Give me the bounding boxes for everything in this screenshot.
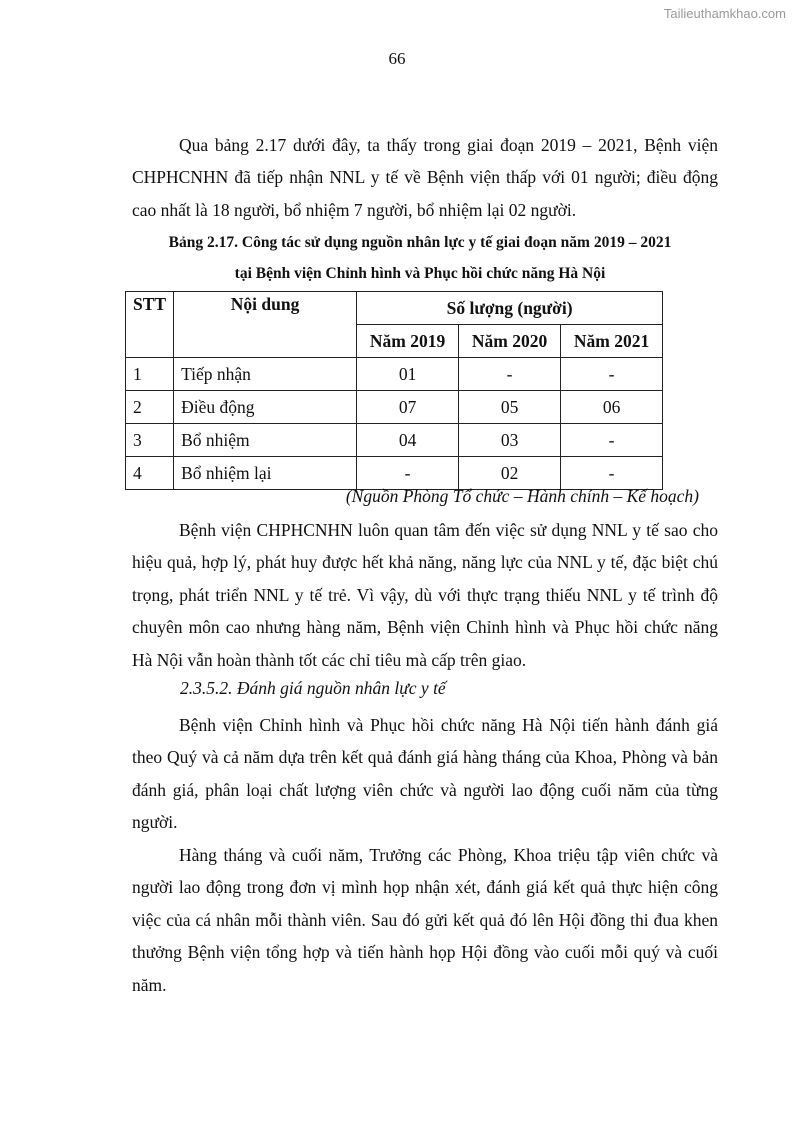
header-year-2021: Năm 2021	[561, 325, 663, 358]
paragraph-usage: Bệnh viện CHPHCNHN luôn quan tâm đến việc sử dụng NNL y tế sao cho hiệu quả, hợp lý, phát huy được hết khả năng, năng lực của NNL y tế, đặc biệt chú trọng, phát triển NNL y tế trẻ. Vì vậy, dù với thực trạng thiếu NNL y tế trình độ chuyên môn cao nhưng hàng năm, Bệnh viện Chỉnh hình và Phục hồi chức năng Hà Nội vẫn hoàn thành tốt các chỉ tiêu mà cấp trên giao.	[132, 520, 718, 670]
header-year-2020: Năm 2020	[459, 325, 561, 358]
table-caption-line-2: tại Bệnh viện Chỉnh hình và Phục hồi chức năng Hà Nội	[234, 265, 606, 282]
header-quantity: Số lượng (người)	[357, 292, 663, 325]
cell-stt: 3	[126, 424, 174, 457]
paragraph-evaluation: Bệnh viện Chỉnh hình và Phục hồi chức năng Hà Nội tiến hành đánh giá theo Quý và cả năm dựa trên kết quả đánh giá hàng tháng của Khoa, Phòng và bản đánh giá, phân loại chất lượng viên chức và người lao động cuối năm của từng người.	[132, 715, 718, 833]
cell-2020: 05	[459, 391, 561, 424]
cell-2021: -	[561, 457, 663, 490]
source-note: (Nguồn Phòng Tổ chức – Hành chính – Kế hoạch)	[345, 486, 699, 506]
table-caption-line-1: Bảng 2.17. Công tác sử dụng nguồn nhân lực y tế giai đoạn năm 2019 – 2021	[168, 234, 672, 251]
table-row	[126, 424, 663, 457]
personnel-usage-table	[125, 291, 663, 490]
paragraph-process: Hàng tháng và cuối năm, Trưởng các Phòng, Khoa triệu tập viên chức và người lao động trong đơn vị mình họp nhận xét, đánh giá kết quả thực hiện công việc của cá nhân mỗi thành viên. Sau đó gửi kết quả đó lên Hội đồng thi đua khen thưởng Bệnh viện tổng hợp và tiến hành họp Hội đồng vào cuối mỗi quý và cuối năm.	[132, 845, 718, 995]
cell-content: Bổ nhiệm lại	[174, 457, 357, 490]
cell-2021: -	[561, 424, 663, 457]
cell-2020: 03	[459, 424, 561, 457]
table-row	[126, 457, 663, 490]
cell-stt: 4	[126, 457, 174, 490]
table-row	[126, 391, 663, 424]
watermark: Tailieuthamkhao.com	[663, 6, 786, 21]
cell-2019: -	[357, 457, 459, 490]
cell-content: Bổ nhiệm	[174, 424, 357, 457]
header-stt: STT	[126, 292, 174, 358]
header-year-2019: Năm 2019	[357, 325, 459, 358]
section-heading: 2.3.5.2. Đánh giá nguồn nhân lực y tế	[180, 678, 446, 698]
cell-content: Tiếp nhận	[174, 358, 357, 391]
cell-2021: 06	[561, 391, 663, 424]
intro-paragraph: Qua bảng 2.17 dưới đây, ta thấy trong giai đoạn 2019 – 2021, Bệnh viện CHPHCNHN đã tiếp nhận NNL y tế về Bệnh viện thấp với 01 người; điều động cao nhất là 18 người, bổ nhiệm 7 người, bổ nhiệm lại 02 người.	[132, 135, 718, 220]
cell-2021: -	[561, 358, 663, 391]
cell-2019: 01	[357, 358, 459, 391]
cell-2020: 02	[459, 457, 561, 490]
table-header-row	[126, 292, 663, 325]
cell-stt: 2	[126, 391, 174, 424]
table-row	[126, 358, 663, 391]
cell-2019: 04	[357, 424, 459, 457]
cell-content: Điều động	[174, 391, 357, 424]
cell-stt: 1	[126, 358, 174, 391]
page-number: 66	[388, 49, 406, 68]
cell-2019: 07	[357, 391, 459, 424]
cell-2020: -	[459, 358, 561, 391]
header-content: Nội dung	[174, 292, 357, 358]
